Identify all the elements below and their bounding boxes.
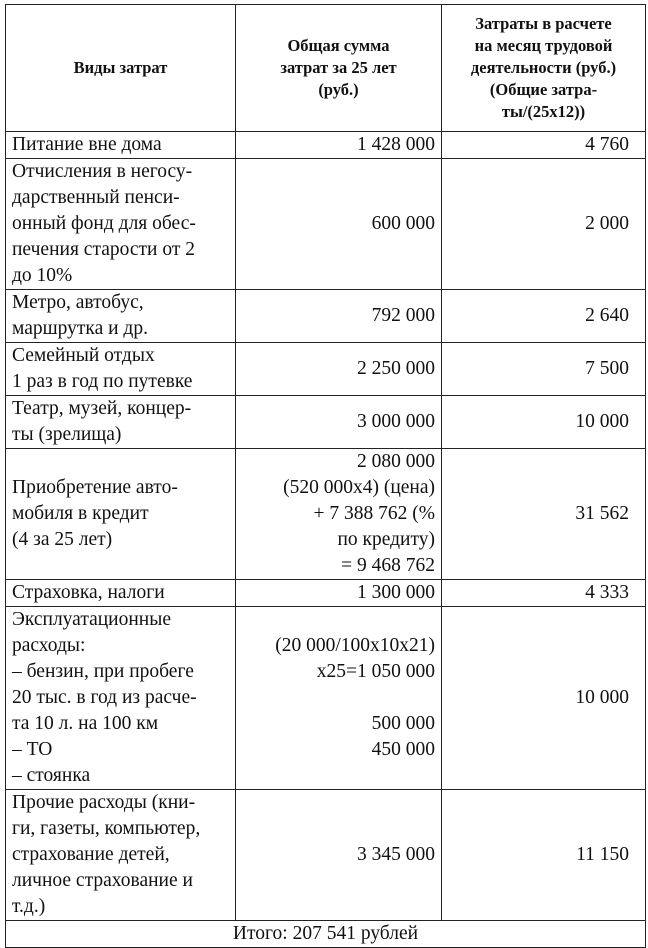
header-expense-type: Виды затрат bbox=[6, 5, 236, 132]
expense-name: Приобретение авто- мобиля в кредит (4 за 25 лет) bbox=[6, 449, 236, 580]
table-row bbox=[6, 607, 646, 790]
table-row bbox=[6, 290, 646, 343]
expense-name: Метро, автобус, маршрутка и др. bbox=[6, 290, 236, 343]
expense-name: Отчисления в негосу- дарственный пенси- онный фонд для обес- печения старости от 2 до 10% bbox=[6, 159, 236, 290]
expense-monthly: 2 000 bbox=[442, 159, 646, 290]
expense-total: 3 000 000 bbox=[236, 396, 442, 449]
expense-monthly: 4 760 bbox=[442, 132, 646, 159]
total-row bbox=[6, 921, 646, 948]
expense-monthly: 11 150 bbox=[442, 790, 646, 921]
table-row bbox=[6, 790, 646, 921]
expense-name: Прочие расходы (кни- ги, газеты, компьютер, страхование детей, личное страхование и т.д.) bbox=[6, 790, 236, 921]
table-row bbox=[6, 396, 646, 449]
expense-monthly: 4 333 bbox=[442, 580, 646, 607]
expense-monthly: 31 562 bbox=[442, 449, 646, 580]
expense-name: Страховка, налоги bbox=[6, 580, 236, 607]
expense-total: 600 000 bbox=[236, 159, 442, 290]
expense-total: 1 300 000 bbox=[236, 580, 442, 607]
header-total-25-years: Общая сумма затрат за 25 лет (руб.) bbox=[236, 5, 442, 132]
table-row bbox=[6, 580, 646, 607]
expense-name: Питание вне дома bbox=[6, 132, 236, 159]
expense-monthly: 10 000 bbox=[442, 396, 646, 449]
expense-total: 2 250 000 bbox=[236, 343, 442, 396]
expense-name: Эксплуатационные расходы: – бензин, при пробеге 20 тыс. в год из расче- та 10 л. на 100 км – ТО – стоянка bbox=[6, 607, 236, 790]
expenses-table bbox=[5, 4, 646, 948]
table-row bbox=[6, 159, 646, 290]
expense-monthly: 7 500 bbox=[442, 343, 646, 396]
expense-name: Театр, музей, концер- ты (зрелища) bbox=[6, 396, 236, 449]
table-row bbox=[6, 132, 646, 159]
table-row bbox=[6, 343, 646, 396]
expense-total: 2 080 000 (520 000х4) (цена) + 7 388 762 (% по кредиту) = 9 468 762 bbox=[236, 449, 442, 580]
expense-monthly: 2 640 bbox=[442, 290, 646, 343]
header-monthly-cost: Затраты в расчете на месяц трудовой деятельности (руб.) (Общие затра- ты/(25х12)) bbox=[442, 5, 646, 132]
expense-total: 792 000 bbox=[236, 290, 442, 343]
expense-total: 3 345 000 bbox=[236, 790, 442, 921]
grand-total: Итого: 207 541 рублей bbox=[6, 921, 646, 948]
expense-monthly: 10 000 bbox=[442, 607, 646, 790]
table-row bbox=[6, 449, 646, 580]
expense-name: Семейный отдых 1 раз в год по путевке bbox=[6, 343, 236, 396]
expense-total: 1 428 000 bbox=[236, 132, 442, 159]
header-row bbox=[6, 5, 646, 132]
expense-total: (20 000/100х10х21) х25=1 050 000 500 000 450 000 bbox=[236, 607, 442, 790]
